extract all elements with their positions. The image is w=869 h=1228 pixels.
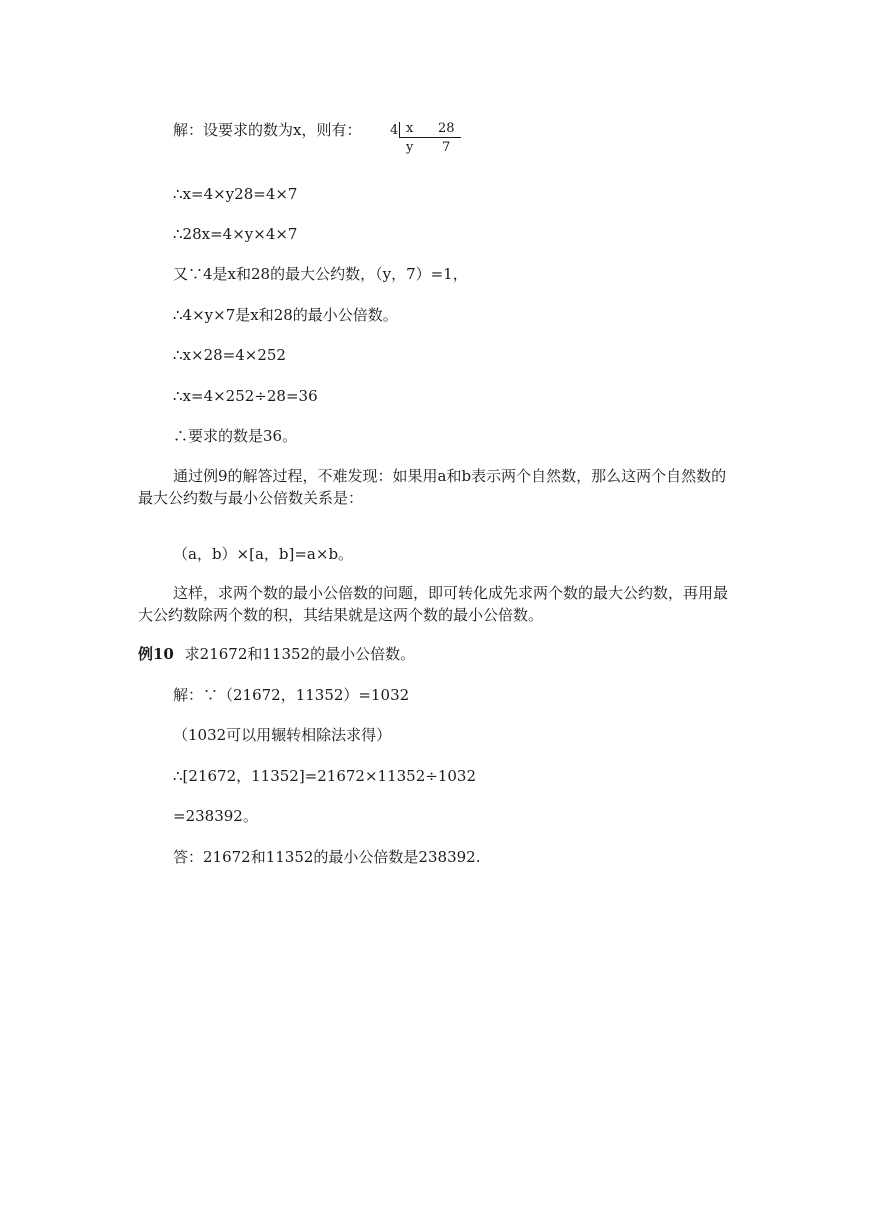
- example10-heading: [138, 644, 415, 664]
- division-bracket-vertical: [399, 122, 400, 138]
- step-line: ∴x=4×y28=4×7: [173, 185, 298, 203]
- example10-step: 解：∵（21672，11352）=1032: [173, 686, 410, 704]
- step-line: ∴4×y×7是x和28的最小公倍数。: [173, 306, 398, 324]
- example10-step: ∴[21672，11352]=21672×11352÷1032: [173, 767, 476, 785]
- dividend-28: 28: [438, 121, 455, 136]
- quotient-7: 7: [442, 140, 451, 155]
- example10-question: 求21672和11352的最小公倍数。: [184, 645, 416, 663]
- example10-step: =238392。: [173, 807, 258, 825]
- example10-answer: 答：21672和11352的最小公倍数是238392.: [173, 848, 481, 866]
- step-line: ∴x×28=4×252: [173, 346, 286, 364]
- short-division: [390, 120, 470, 160]
- step-line: ∴要求的数是36。: [173, 427, 298, 445]
- dividend-x: x: [406, 121, 414, 136]
- divisor: 4: [390, 123, 399, 138]
- observation-paragraph: [138, 465, 738, 509]
- solution-intro: [173, 120, 361, 140]
- observation-text: 通过例9的解答过程，不难发现：如果用a和b表示两个自然数，那么这两个自然数的最大公约数与最小公倍数关系是：: [138, 467, 727, 507]
- step-line: 又∵4是x和28的最大公约数，（y，7）=1，: [173, 265, 468, 283]
- example10-label: 例10: [138, 645, 174, 663]
- gcd-lcm-formula: （a，b）×[a，b]=a×b。: [173, 545, 354, 563]
- division-bracket-horizontal: [399, 137, 461, 138]
- conclusion-text: 这样，求两个数的最小公倍数的问题，即可转化成先求两个数的最大公约数，再用最大公约数除两个数的积，其结果就是这两个数的最小公倍数。: [138, 584, 729, 624]
- step-line: ∴x=4×252÷28=36: [173, 387, 318, 405]
- conclusion-paragraph: [138, 582, 738, 626]
- quotient-y: y: [406, 140, 414, 155]
- solution-intro-text: 解：设要求的数为x，则有：: [173, 121, 362, 139]
- step-line: ∴28x=4×y×4×7: [173, 225, 298, 243]
- example10-step: （1032可以用辗转相除法求得）: [173, 726, 392, 744]
